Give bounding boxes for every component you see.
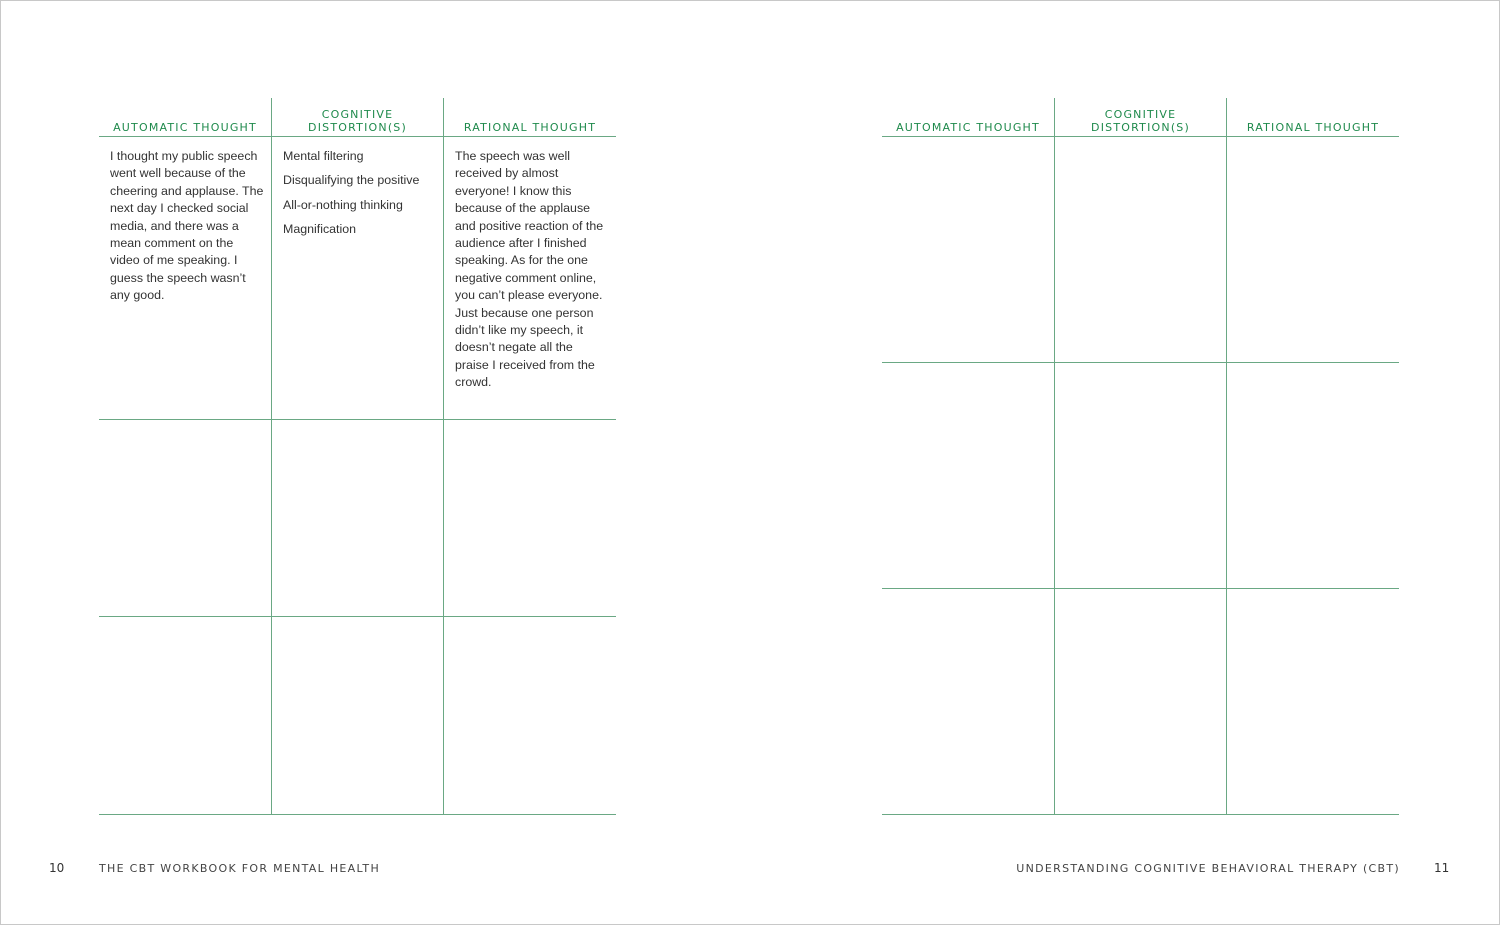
header-rational-thought: RATIONAL THOUGHT — [463, 121, 597, 134]
thought-record-table-left — [99, 98, 616, 815]
row-divider — [882, 362, 1399, 363]
example-distortions-list — [283, 148, 438, 246]
thought-record-table-right — [882, 98, 1399, 815]
distortion-item: Mental filtering — [283, 149, 364, 163]
distortion-item: Disqualifying the positive — [283, 173, 420, 188]
page-number-right: 11 — [1434, 861, 1450, 875]
column-divider — [443, 98, 444, 815]
running-head-right: UNDERSTANDING COGNITIVE BEHAVIORAL THERAPY (CBT) — [1016, 862, 1400, 875]
header-rule — [99, 136, 616, 137]
column-divider — [271, 98, 272, 815]
header-cognitive-distortions: COGNITIVE DISTORTION(S) — [308, 108, 407, 134]
empty-entry-cell[interactable] — [882, 137, 1054, 362]
empty-entry-cell[interactable] — [1055, 137, 1226, 362]
row-divider — [99, 419, 616, 420]
empty-entry-cell[interactable] — [1227, 137, 1399, 362]
row-divider — [882, 814, 1399, 815]
distortion-item: Magnification — [283, 222, 357, 237]
header-cognitive-distortions: COGNITIVE DISTORTION(S) — [1091, 108, 1190, 134]
row-divider — [99, 814, 616, 815]
example-automatic-thought: I thought my public speech went well because of the cheering and applause. The next day I checked social media, and there was a mean comment on the video of me speaking. I guess the speech wasn’t any good. — [110, 149, 264, 303]
header-automatic-thought: AUTOMATIC THOUGHT — [896, 121, 1040, 134]
header-automatic-thought: AUTOMATIC THOUGHT — [113, 121, 257, 134]
row-divider — [99, 616, 616, 617]
distortion-item: All-or-nothing thinking — [283, 197, 403, 212]
example-rational-thought: The speech was well received by almost everyone! I know this because of the applause and positive reaction of the audience after I finished speaking. As for the one negative comment online, you can’t please everyone. Just because one person didn’t like my speech, it doesn’t negate all the praise I received from the crowd. — [455, 149, 604, 390]
row-divider — [882, 588, 1399, 589]
page-number-left: 10 — [49, 861, 65, 875]
running-head-left: THE CBT WORKBOOK FOR MENTAL HEALTH — [99, 862, 381, 875]
header-rational-thought: RATIONAL THOUGHT — [1246, 121, 1380, 134]
